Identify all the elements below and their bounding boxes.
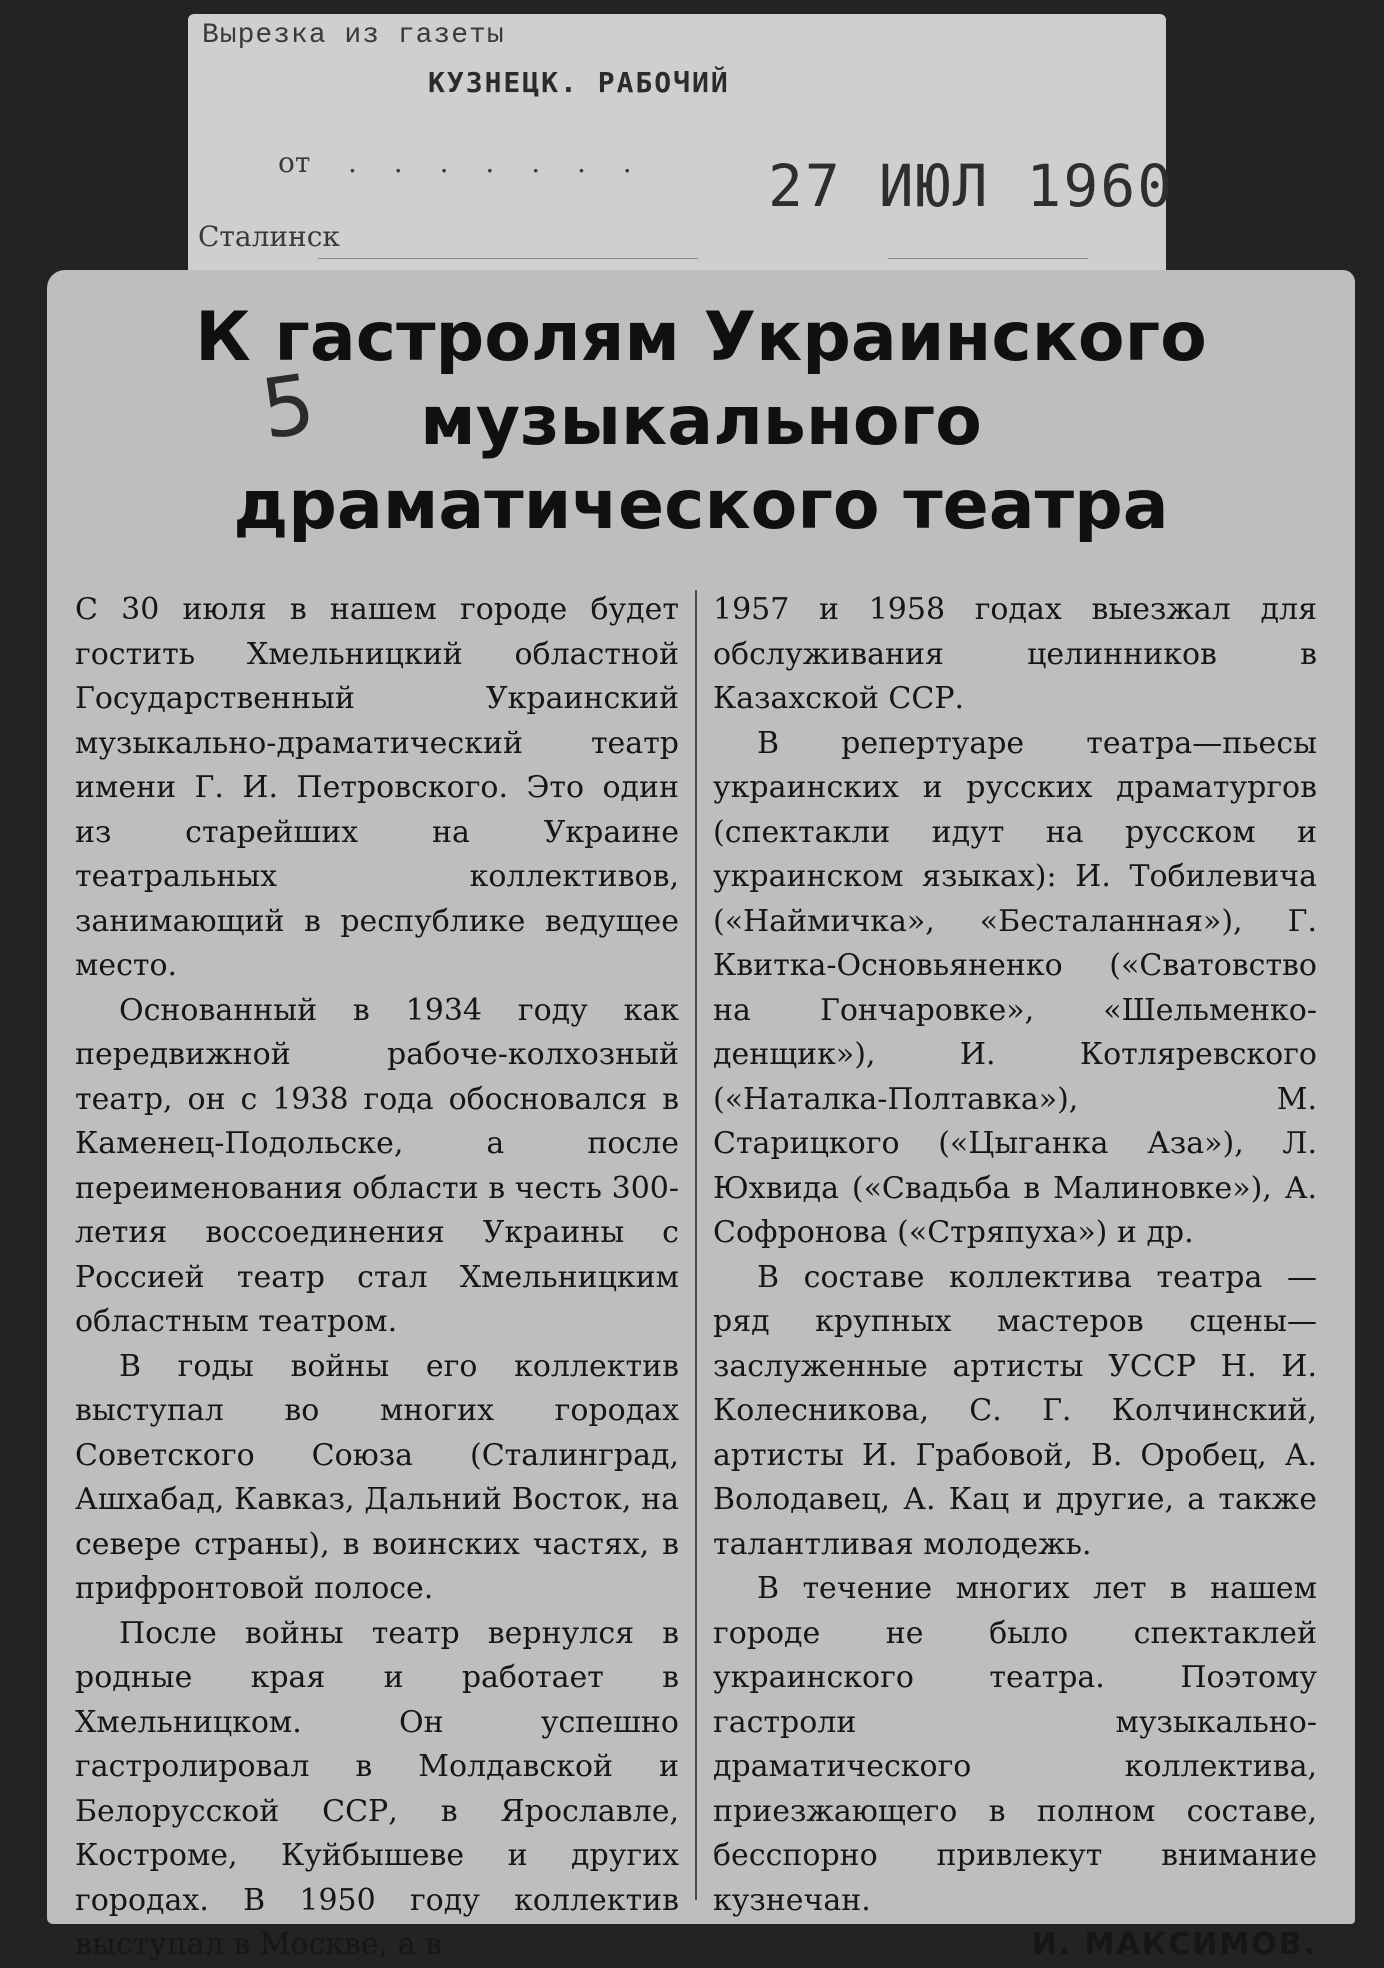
column-divider [695, 590, 697, 1900]
issue-rule [888, 258, 1088, 259]
headline-line-1: К гастролям Украинского [195, 298, 1207, 377]
date-stamp: 27 ИЮЛ 1960 [768, 152, 1175, 220]
city-rule [318, 258, 698, 259]
clipping-slip [188, 14, 1175, 304]
paragraph-continuation: 1957 и 1958 годах выезжал для обслуживания целинников в Казахской ССР. [713, 592, 1317, 716]
right-column [713, 588, 1317, 1968]
headline-line-3: драматического театра [233, 466, 1169, 545]
newspaper-name: КУЗНЕЦК. РАБОЧИЙ [428, 66, 730, 99]
author-signature: И. МАКСИМОВ. [1031, 1927, 1317, 1962]
paragraph: В течение многих лет в нашем городе не было спектаклей украинского театра. Поэтому гастроли музыкально-драматического коллектива, приезжающего в полном составе, бесспорно привлекут внимание кузнечан. [713, 1571, 1317, 1918]
paragraph: В составе коллектива театра — ряд крупных мастеров сцены—заслуженные артисты УССР Н. И. Колесникова, С. Г. Колчинский, артисты И. Грабовой, В. Оробец, А. Володавец, А. Кац и другие, а также талантливая молодежь. [713, 1259, 1317, 1562]
paragraph: Основанный в 1934 году как передвижной рабоче-колхозный театр, он с 1938 года обосновался в Каменец-Подольске, а после переименования области в честь 300-летия воссоединения Украины с Россией театр стал Хмельницким областным театром. [75, 992, 679, 1339]
newspaper-clipping [47, 270, 1355, 1962]
slip-caption: Вырезка из газеты [202, 20, 505, 51]
pencil-mark: 5 [255, 356, 321, 459]
date-label: от [278, 146, 311, 179]
paragraph: С 30 июля в нашем городе будет гостить Хмельницкий областной Государственный Украинский музыкально-драматический театр имени Г. И. Петровского. Это один из старейших на Украине театральных коллективов, занимающий в республике ведущее место. [75, 592, 679, 983]
paragraph: В годы войны его коллектив выступал во многих городах Советского Союза (Сталинград, Ашхабад, Кавказ, Дальний Восток, на севере страны), в воинских частях, в прифронтовой полосе. [75, 1348, 679, 1606]
left-column [75, 588, 679, 1968]
date-dots: . . . . . . . [348, 146, 646, 179]
paragraph: После войны театр вернулся в родные края и работает в Хмельницком. Он успешно гастролировал в Молдавской и Белорусской ССР, в Ярославле, Костроме, Куйбышеве и других городах. В 1950 году коллектив выступал в Москве, а в [75, 1615, 679, 1962]
city-label: Сталинск [198, 220, 340, 253]
headline-line-2: музыкального [420, 382, 982, 461]
paragraph: В репертуаре театра—пьесы украинских и русских драматургов (спектакли идут на русском и украинском языках): И. Тобилевича («Наймичка», «Бесталанная»), Г. Квитка-Основьяненко («Сватовство на Гончаровке», «Шельменко-денщик»), И. Котляревского («Наталка-Полтавка»), М. Старицкого («Цыганка Аза»), Л. Юхвида («Свадьба в Малиновке»), А. Софронова («Стряпуха») и др. [713, 725, 1317, 1250]
